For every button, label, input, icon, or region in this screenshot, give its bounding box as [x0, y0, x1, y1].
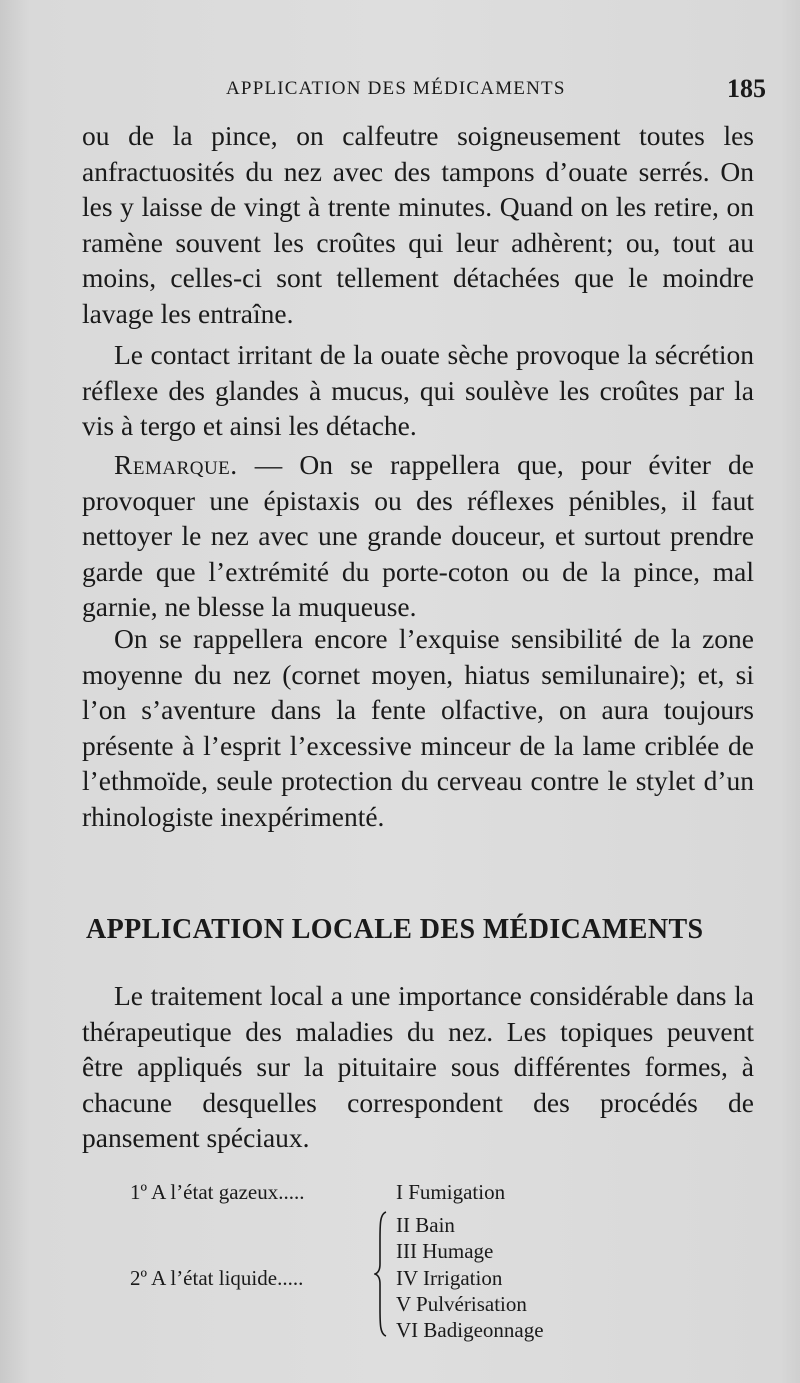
page-number: 185 [727, 74, 766, 103]
remarque-lead: Remarque. [114, 449, 238, 480]
gas-label: 1º A l’état gazeux..... [130, 1180, 305, 1204]
list-item: I Fumigation [396, 1180, 506, 1204]
page-header [0, 74, 800, 114]
paragraph-2 [82, 337, 754, 444]
list-item: VI Badigeonnage [396, 1318, 544, 1342]
brace-icon [374, 1210, 390, 1338]
running-title: APPLICATION DES MÉDICAMENTS [226, 78, 566, 99]
paragraph-text: Le traitement local a une importance considérable dans la thérapeutique des maladies du nez. Les topiques peuvent être appliqués sur la pituitaire sous différentes formes, à chacune desquelles correspondent des procédés de pansement spéciaux. [82, 980, 754, 1153]
paragraph-1 [82, 118, 754, 331]
list-item: V Pulvérisation [396, 1292, 527, 1316]
liquid-label: 2º A l’état liquide..... [130, 1266, 304, 1290]
paragraph-text: Le contact irritant de la ouate sèche provoque la sécrétion réflexe des glandes à mucus, qui soulève les croûtes par la vis à tergo et ainsi les détache. [82, 339, 754, 441]
list-item: IV Irrigation [396, 1266, 503, 1290]
paragraph-text: On se rappellera encore l’exquise sensibilité de la zone moyenne du nez (cornet moyen, hiatus semilunaire); et, si l’on s’aventure dans la fente olfactive, on aura toujours présente à l’esprit l’excessive minceur de la lame criblée de l’ethmoïde, seule protection du cerveau contre le stylet d’un rhinologiste inexpérimenté. [82, 623, 754, 832]
section-heading: APPLICATION LOCALE DES MÉDICAMENTS [86, 914, 704, 945]
section-paragraph [82, 978, 754, 1156]
paragraph-remarque [82, 447, 754, 625]
paragraph-text: ou de la pince, on calfeutre soigneusement toutes les anfractuosités du nez avec des tampons d’ouate serrés. On les y laisse de vingt à trente minutes. Quand on les retire, on ramène souvent les croûtes qui leur adhèrent; ou, tout au moins, celles-ci sont tellement détachées que le moindre lavage les entraîne. [82, 120, 754, 329]
remarque-text: — On se rappellera que, pour éviter de provoquer une épistaxis ou des réflexes pénibles, il faut nettoyer le nez avec une grande douceur, et surtout prendre garde que l’extrémité du porte-coton ou de la pince, mal garnie, ne blesse la muqueuse. [82, 449, 754, 622]
list-item: II Bain [396, 1213, 455, 1237]
paragraph-text [82, 447, 754, 625]
list-item: III Humage [396, 1239, 494, 1263]
paragraph-4 [82, 621, 754, 834]
